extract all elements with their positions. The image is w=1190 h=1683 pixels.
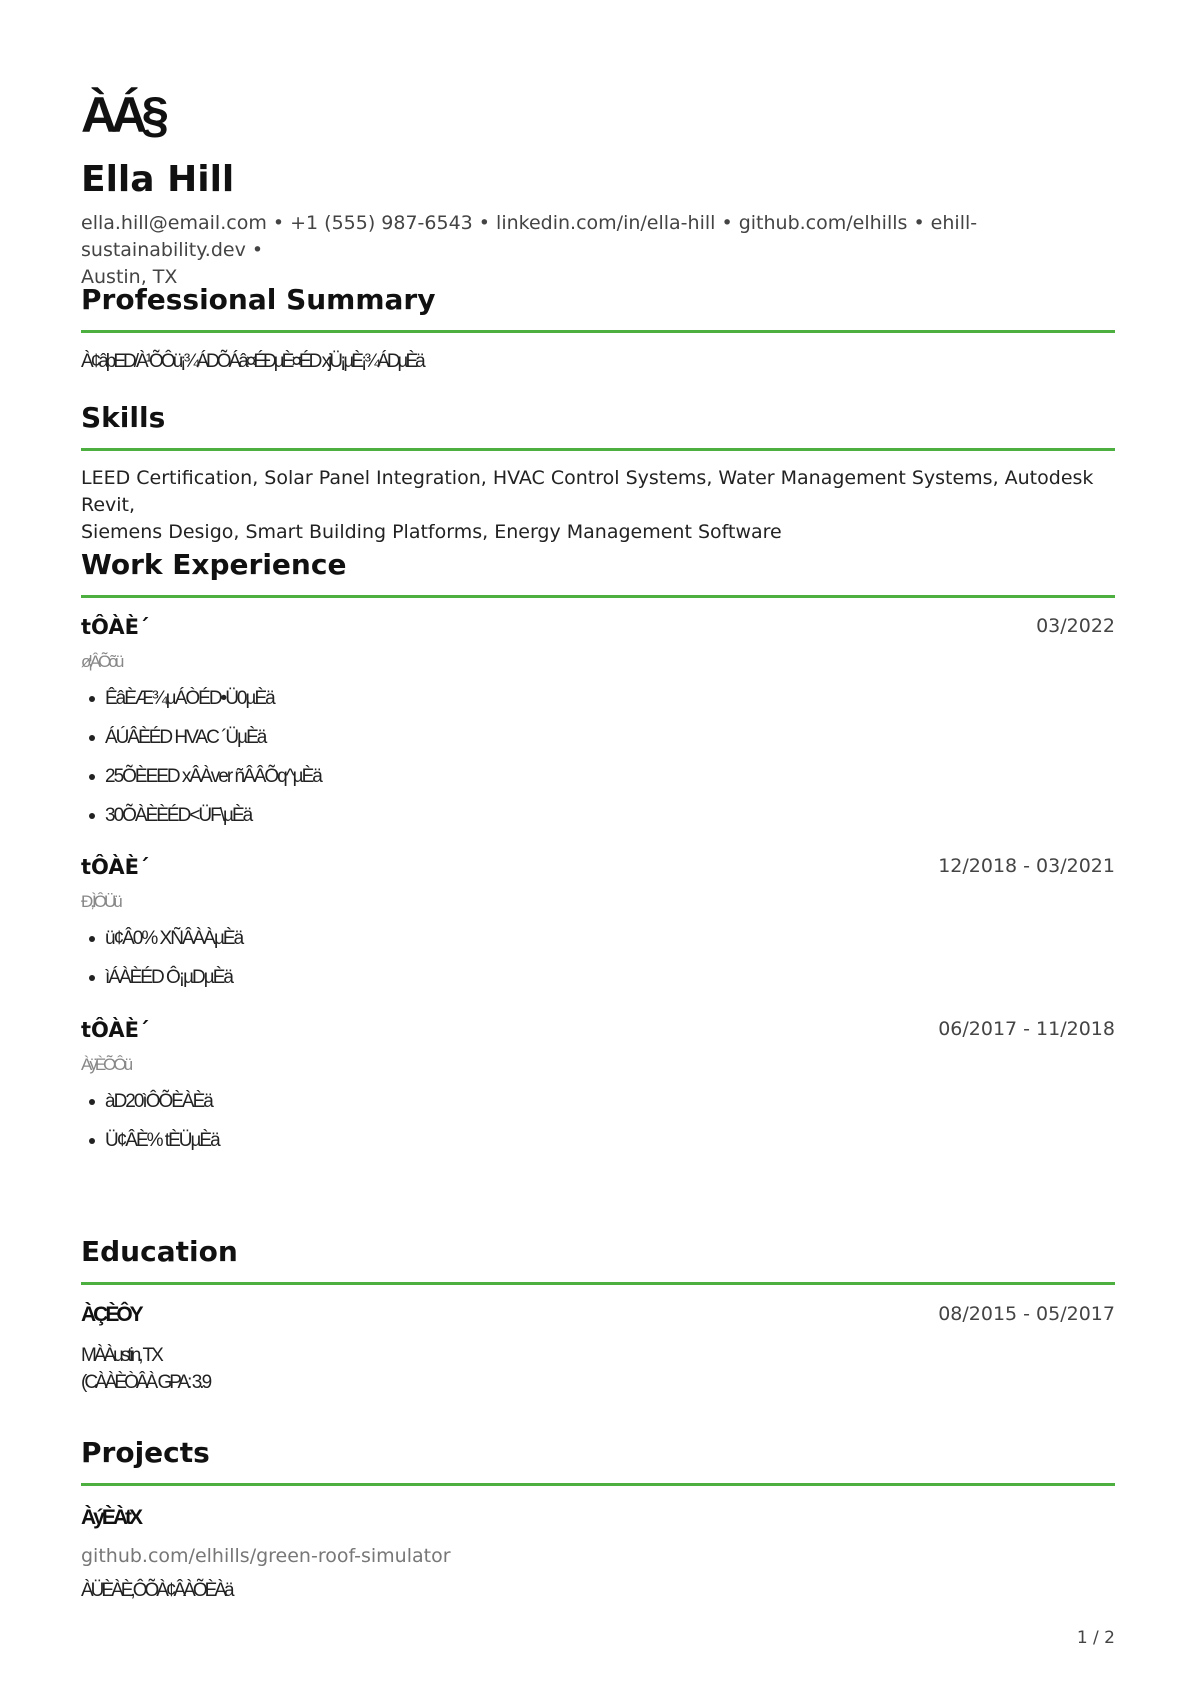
skills-line: Siemens Desigo, Smart Building Platforms, Energy Management Software [81,521,782,543]
job-title: tÔÀÈ´ [81,1018,150,1042]
page-number: 1 / 2 [1076,1628,1115,1648]
section-divider [81,330,1115,333]
contact-info [81,210,1115,291]
project-link[interactable]: github.com/elhills/green-roof-simulator [81,1545,451,1567]
skills-line: LEED Certification, Solar Panel Integration, HVAC Control Systems, Water Management Systems, Autodesk Revit, [81,467,1094,516]
job-title: tÔÀÈ´ [81,615,150,639]
contact-line: ella.hill@email.com • +1 (555) 987-6543 • linkedin.com/in/ella-hill • github.com/elhills • ehill-sustainability.dev • [81,212,978,261]
job-company: Ð,ÌÔÜü [81,892,120,911]
section-divider [81,448,1115,451]
skills-heading: Skills [81,401,166,434]
bullet-item: 30ÕÀÈÈÉD<ÜF\µÈä [81,802,321,841]
education-details [81,1342,1115,1396]
job-bullets [81,1088,219,1166]
education-heading: Education [81,1235,238,1268]
bullet-item: Ü¢ÂÈ% tÈÜµÈä [81,1127,219,1166]
job-date: 12/2018 - 03/2021 [938,855,1115,877]
job-date: 06/2017 - 11/2018 [938,1018,1115,1040]
education-location: MÀÀustin, TX [81,1345,161,1366]
job-company: ø¦ÂÕõü [81,652,122,671]
education-date: 08/2015 - 05/2017 [938,1303,1115,1325]
candidate-name: Ella Hill [81,159,235,200]
summary-heading: Professional Summary [81,283,436,316]
job-bullets [81,685,321,841]
job-title: tÔÀÈ´ [81,855,150,879]
bullet-item: ÁÚÂÈÉD HVAC ´ÜµÈä [81,724,321,763]
skills-list [81,465,1115,546]
project-name: ÀýÈÀtX [81,1506,141,1529]
job-company: ÀÿÈÕÔü [81,1055,131,1074]
experience-heading: Work Experience [81,548,347,581]
bullet-item: 25ÕÈEED xÂÀver ñÂÂÕq^µÈä [81,763,321,802]
bullet-item: ìÁÀÈÉD Ô¡µDµÈä [81,964,242,1003]
garbled-header-text: ÀÁ§ [81,87,164,143]
education-gpa: (CÀÀÈÒÂÀ GPA: 3.9 [81,1372,210,1393]
job-bullets [81,925,242,1003]
section-divider [81,1483,1115,1486]
bullet-item: àD20ìÔÕÈÀÈä [81,1088,219,1127]
job-date: 03/2022 [1036,615,1115,637]
section-divider [81,1282,1115,1285]
project-description: ÀÜÈÀÈ,ÔÕÀ¢ÂÀÕÈÀä [81,1580,232,1601]
contact-location: Austin, TX [81,266,178,288]
bullet-item: ü¢Â0% XÑÂÀÀµÈä [81,925,242,964]
bullet-item: ÊâÈÆ¾µÁÒÉD•Ü0µÈä [81,685,321,724]
projects-heading: Projects [81,1436,210,1469]
summary-text: À¢âþED/À¹ÕÔü¡¾ÁDÕÁâ¤ÉÐµÈ¤ÉD xjÜ¡µÈ¡¾ÁDµÈä [81,351,423,372]
school-name: ÀÇÈÔY [81,1303,141,1326]
section-divider [81,595,1115,598]
